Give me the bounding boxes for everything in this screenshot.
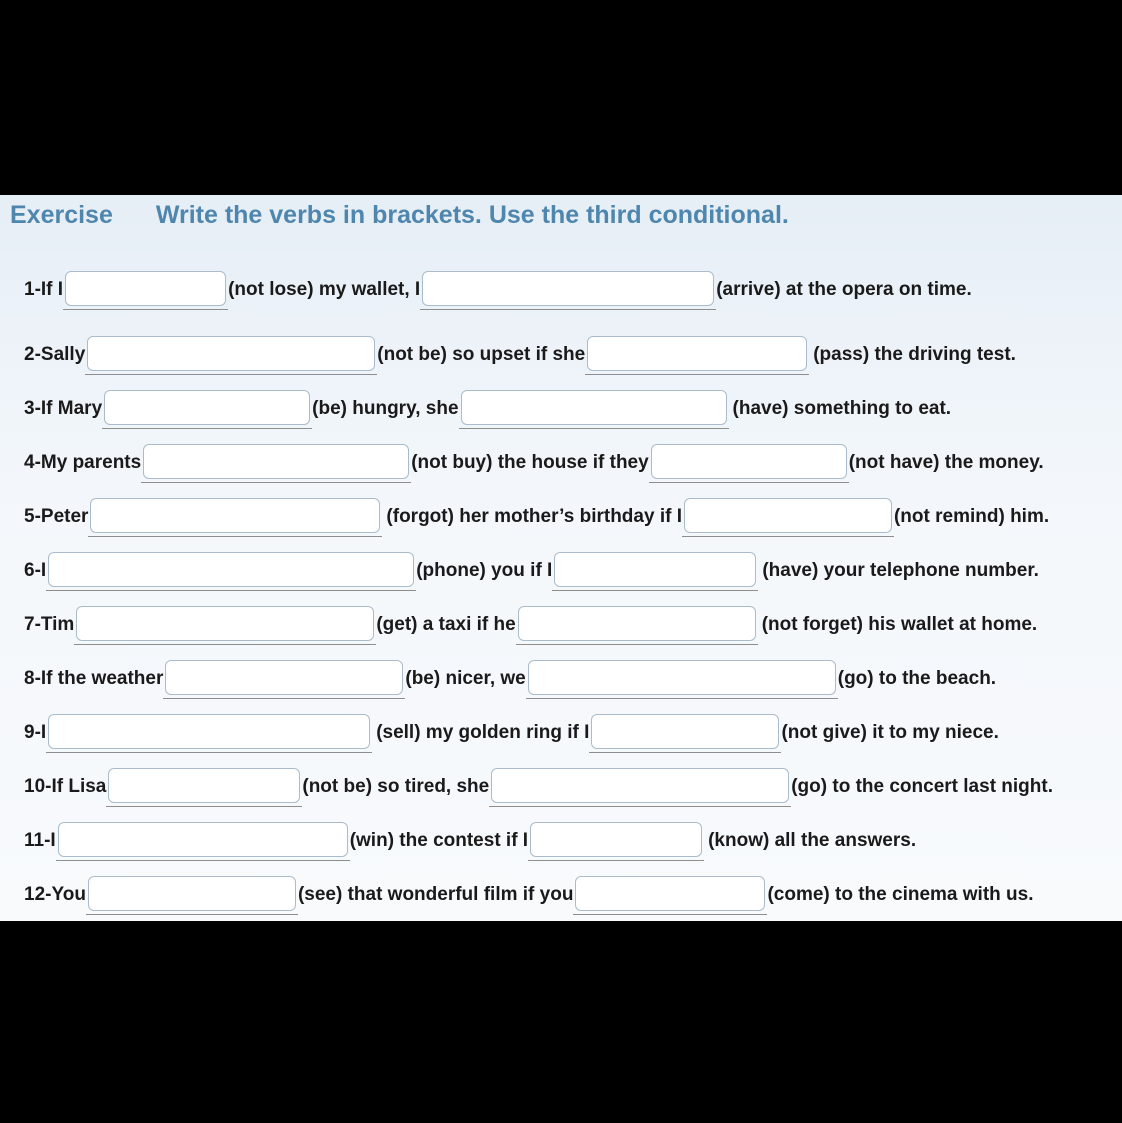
answer-input-7a[interactable] bbox=[76, 606, 374, 641]
row-mid-text: (sell) my golden ring if I bbox=[376, 722, 590, 743]
row-mid-text: (win) the contest if I bbox=[349, 830, 529, 851]
answer-input-12a[interactable] bbox=[88, 876, 296, 911]
answer-blank-10b bbox=[489, 768, 791, 807]
answer-input-5a[interactable] bbox=[90, 498, 380, 533]
exercise-row-9 bbox=[24, 713, 1108, 753]
answer-blank-11b bbox=[528, 822, 704, 861]
row-end-text: (pass) the driving test. bbox=[813, 344, 1016, 365]
answer-blank-9a bbox=[46, 714, 372, 753]
row-end-text: (come) to the cinema with us. bbox=[767, 884, 1034, 905]
exercise-row-10 bbox=[24, 767, 1108, 807]
row-mid-text: (get) a taxi if he bbox=[376, 614, 516, 635]
answer-blank-9b bbox=[589, 714, 781, 753]
answer-blank-2a bbox=[85, 336, 377, 375]
row-end-text: (know) all the answers. bbox=[708, 830, 917, 851]
exercise-row-12 bbox=[24, 875, 1108, 915]
row-start-text: 3-If Mary bbox=[24, 398, 103, 419]
row-mid-text: (not be) so upset if she bbox=[377, 344, 586, 365]
row-end-text: (not give) it to my niece. bbox=[781, 722, 999, 743]
row-mid-text: (forgot) her mother’s birthday if I bbox=[386, 506, 682, 527]
row-end-text: (go) to the beach. bbox=[837, 668, 997, 689]
row-mid-text: (see) that wonderful film if you bbox=[297, 884, 574, 905]
row-start-text: 8-If the weather bbox=[24, 668, 164, 689]
row-mid-text: (not lose) my wallet, I bbox=[228, 279, 421, 300]
answer-input-5b[interactable] bbox=[684, 498, 892, 533]
answer-input-3a[interactable] bbox=[104, 390, 310, 425]
row-mid-text: (be) nicer, we bbox=[405, 668, 526, 689]
answer-blank-3a bbox=[102, 390, 312, 429]
answer-blank-12a bbox=[86, 876, 298, 915]
answer-input-7b[interactable] bbox=[518, 606, 756, 641]
answer-blank-4b bbox=[649, 444, 849, 483]
exercise-sheet bbox=[0, 195, 1122, 921]
row-start-text: 10-If Lisa bbox=[24, 776, 107, 797]
exercise-row-2 bbox=[24, 335, 1108, 375]
exercise-row-5 bbox=[24, 497, 1108, 537]
answer-input-9a[interactable] bbox=[48, 714, 370, 749]
exercise-row-11 bbox=[24, 821, 1108, 861]
answer-blank-11a bbox=[56, 822, 350, 861]
answer-input-3b[interactable] bbox=[461, 390, 727, 425]
answer-input-10a[interactable] bbox=[108, 768, 300, 803]
exercise-header bbox=[10, 201, 789, 230]
answer-input-8a[interactable] bbox=[165, 660, 403, 695]
answer-input-11b[interactable] bbox=[530, 822, 702, 857]
answer-input-6b[interactable] bbox=[554, 552, 756, 587]
answer-input-11a[interactable] bbox=[58, 822, 348, 857]
answer-blank-5b bbox=[682, 498, 894, 537]
answer-blank-6b bbox=[552, 552, 758, 591]
answer-blank-6a bbox=[46, 552, 416, 591]
exercise-row-4 bbox=[24, 443, 1108, 483]
row-mid-text: (be) hungry, she bbox=[312, 398, 459, 419]
row-end-text: (have) your telephone number. bbox=[762, 560, 1039, 581]
answer-blank-8b bbox=[526, 660, 838, 699]
row-start-text: 12-You bbox=[24, 884, 86, 905]
exercise-instruction: Write the verbs in brackets. Use the third conditional. bbox=[155, 201, 789, 229]
answer-blank-12b bbox=[573, 876, 767, 915]
row-start-text: 6-I bbox=[24, 560, 47, 581]
answer-blank-7a bbox=[74, 606, 376, 645]
answer-input-8b[interactable] bbox=[528, 660, 836, 695]
answer-input-6a[interactable] bbox=[48, 552, 414, 587]
answer-input-2b[interactable] bbox=[587, 336, 807, 371]
row-start-text: 4-My parents bbox=[24, 452, 142, 473]
answer-input-4a[interactable] bbox=[143, 444, 409, 479]
row-start-text: 11-I bbox=[24, 830, 56, 851]
answer-input-2a[interactable] bbox=[87, 336, 375, 371]
answer-input-10b[interactable] bbox=[491, 768, 789, 803]
answer-input-1b[interactable] bbox=[422, 271, 714, 306]
exercise-row-7 bbox=[24, 605, 1108, 645]
row-start-text: 2-Sally bbox=[24, 344, 86, 365]
answer-blank-8a bbox=[163, 660, 405, 699]
answer-blank-3b bbox=[459, 390, 729, 429]
row-end-text: (not have) the money. bbox=[848, 452, 1044, 473]
answer-blank-10a bbox=[106, 768, 302, 807]
answer-blank-7b bbox=[516, 606, 758, 645]
exercise-row-6 bbox=[24, 551, 1108, 591]
row-mid-text: (not buy) the house if they bbox=[411, 452, 649, 473]
row-start-text: 9-I bbox=[24, 722, 47, 743]
row-end-text: (have) something to eat. bbox=[732, 398, 952, 419]
answer-blank-4a bbox=[141, 444, 411, 483]
exercise-row-8 bbox=[24, 659, 1108, 699]
answer-blank-1b bbox=[420, 271, 716, 310]
exercise-row-3 bbox=[24, 389, 1108, 429]
row-mid-text: (not be) so tired, she bbox=[302, 776, 490, 797]
row-end-text: (arrive) at the opera on time. bbox=[716, 279, 972, 300]
exercise-row-1 bbox=[24, 270, 1108, 310]
answer-input-1a[interactable] bbox=[65, 271, 226, 306]
answer-blank-5a bbox=[88, 498, 382, 537]
row-start-text: 5-Peter bbox=[24, 506, 89, 527]
answer-blank-1a bbox=[63, 271, 228, 310]
row-start-text: 1-If I bbox=[24, 279, 64, 300]
exercise-label: Exercise bbox=[10, 201, 113, 229]
row-end-text: (not forget) his wallet at home. bbox=[761, 614, 1038, 635]
row-end-text: (go) to the concert last night. bbox=[791, 776, 1054, 797]
row-start-text: 7-Tim bbox=[24, 614, 75, 635]
answer-input-4b[interactable] bbox=[651, 444, 847, 479]
answer-input-12b[interactable] bbox=[575, 876, 765, 911]
row-end-text: (not remind) him. bbox=[893, 506, 1050, 527]
row-mid-text: (phone) you if I bbox=[416, 560, 553, 581]
answer-input-9b[interactable] bbox=[591, 714, 779, 749]
answer-blank-2b bbox=[585, 336, 809, 375]
